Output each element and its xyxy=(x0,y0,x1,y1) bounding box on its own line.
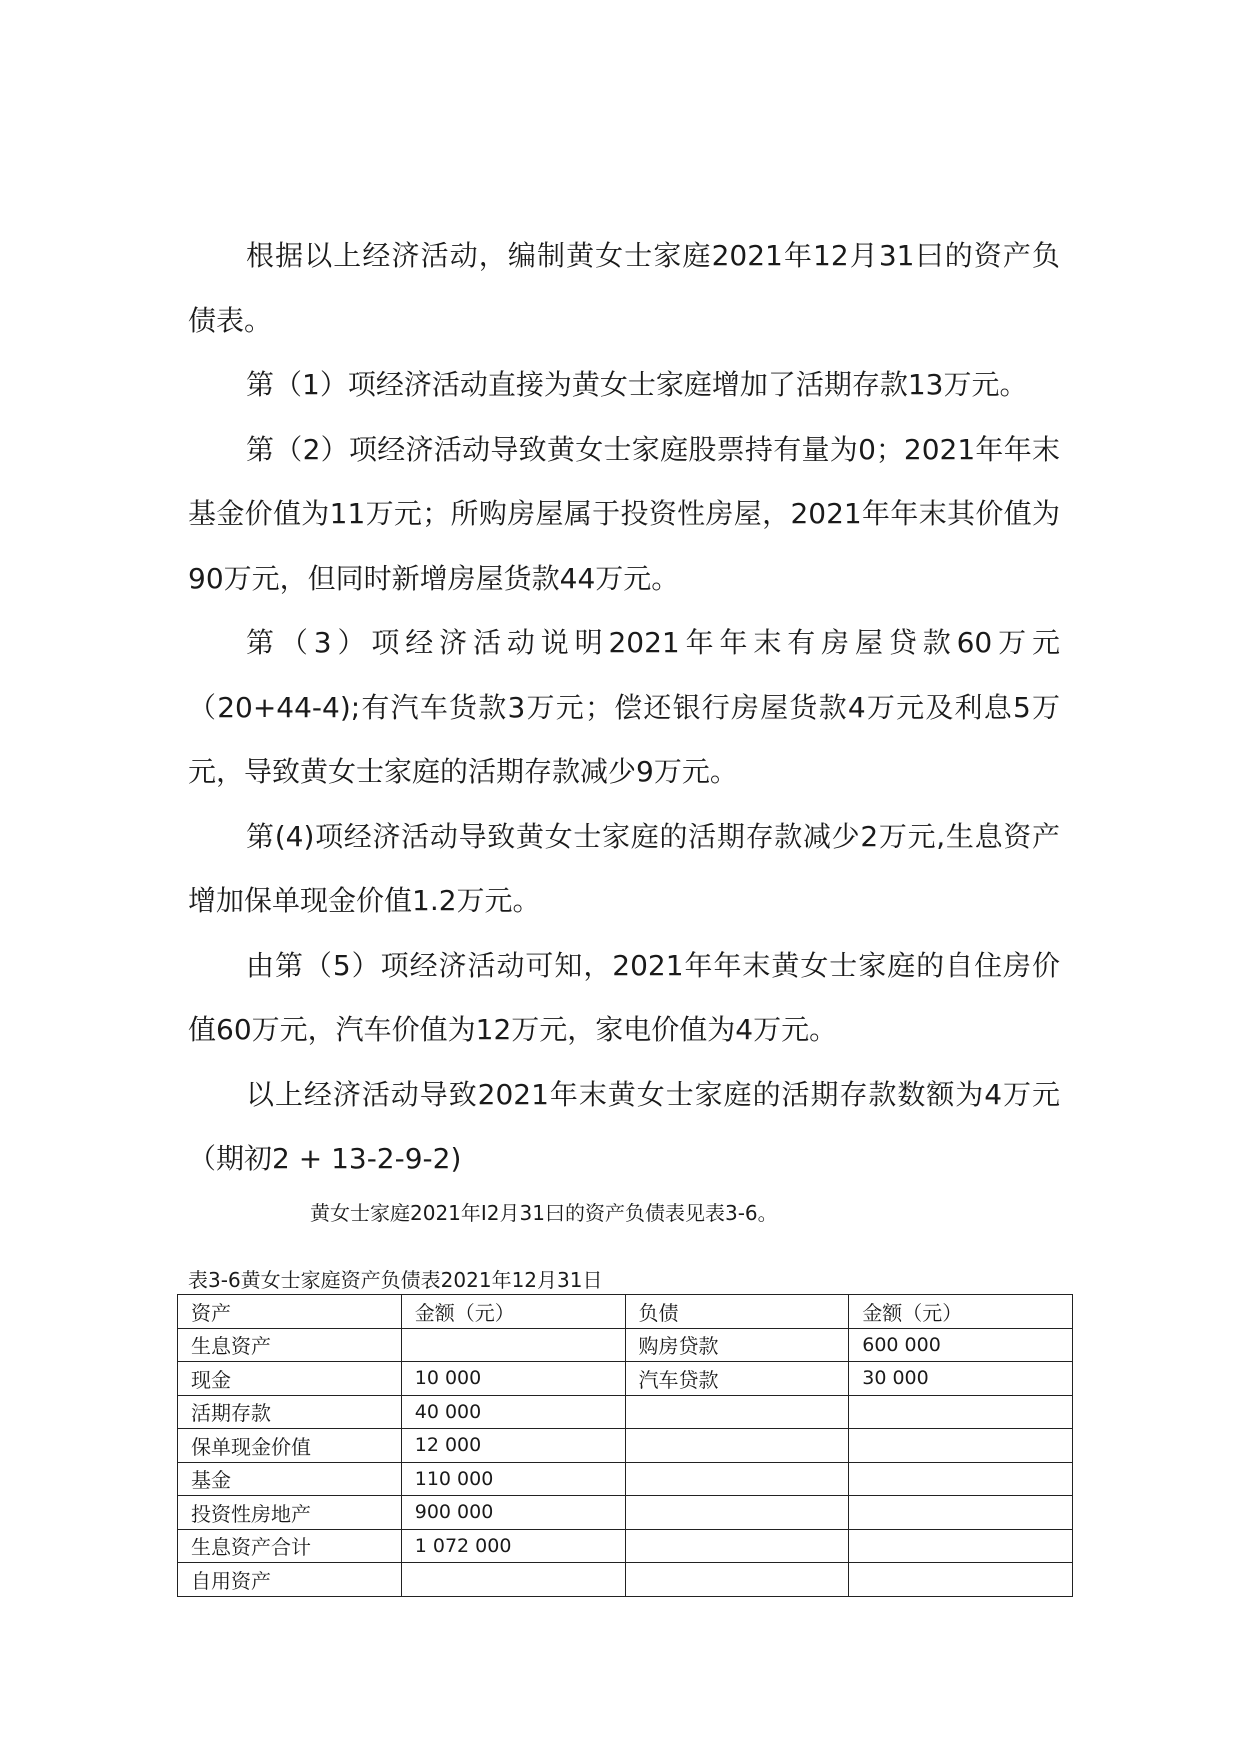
asset-amount-cell: 12 000 xyxy=(401,1429,625,1463)
asset-name-cell: 投资性房地产 xyxy=(178,1496,402,1530)
liability-name-cell xyxy=(625,1563,849,1597)
liability-name-cell xyxy=(625,1496,849,1530)
table-row xyxy=(178,1496,1073,1530)
paragraph-5: 第(4)项经济活动导致黄女士家庭的活期存款减少2万元,生息资产增加保单现金价值1.2万元。 xyxy=(188,819,1060,917)
header-cell: 资产 xyxy=(178,1295,402,1329)
table-header-row xyxy=(178,1295,1073,1329)
header-cell: 金额（元） xyxy=(401,1295,625,1329)
table-row xyxy=(178,1362,1073,1396)
header-cell: 负债 xyxy=(625,1295,849,1329)
asset-name-cell: 基金 xyxy=(178,1462,402,1496)
liability-amount-cell: 600 000 xyxy=(849,1328,1073,1362)
asset-name-cell: 保单现金价值 xyxy=(178,1429,402,1463)
paragraph-2: 第（1）项经济活动直接为黄女士家庭增加了活期存款13万元。 xyxy=(246,368,1028,401)
liability-amount-cell xyxy=(849,1563,1073,1597)
liability-amount-cell xyxy=(849,1462,1073,1496)
table-row xyxy=(178,1395,1073,1429)
liability-amount-cell xyxy=(849,1429,1073,1463)
paragraph-6: 由第（5）项经济活动可知，2021年年末黄女士家庭的自住房价值60万元，汽车价值为12万元，家电价值为4万元。 xyxy=(188,948,1060,1046)
asset-name-cell: 自用资产 xyxy=(178,1563,402,1597)
liability-name-cell xyxy=(625,1529,849,1563)
asset-amount-cell: 900 000 xyxy=(401,1496,625,1530)
asset-name-cell: 生息资产 xyxy=(178,1328,402,1362)
liability-name-cell: 汽车贷款 xyxy=(625,1362,849,1396)
asset-amount-cell: 1 072 000 xyxy=(401,1529,625,1563)
asset-amount-cell: 110 000 xyxy=(401,1462,625,1496)
balance-sheet-table xyxy=(177,1294,1073,1597)
header-cell: 金额（元） xyxy=(849,1295,1073,1329)
liability-amount-cell xyxy=(849,1529,1073,1563)
paragraph-7: 以上经济活动导致2021年末黄女士家庭的活期存款数额为4万元（期初2 + 13-2-9-2) xyxy=(188,1077,1060,1175)
liability-name-cell xyxy=(625,1462,849,1496)
asset-amount-cell xyxy=(401,1328,625,1362)
asset-name-cell: 生息资产合计 xyxy=(178,1529,402,1563)
table-row xyxy=(178,1563,1073,1597)
table-row xyxy=(178,1529,1073,1563)
paragraph-3: 第（2）项经济活动导致黄女士家庭股票持有量为0；2021年年末基金价值为11万元；所购房屋属于投资性房屋，2021年年末其价值为90万元，但同时新增房屋货款44万元。 xyxy=(188,432,1060,595)
liability-amount-cell: 30 000 xyxy=(849,1362,1073,1396)
paragraph-4: 第（3）项经济活动说明2021年年末有房屋贷款60万元（20+44-4);有汽车货款3万元；偿还银行房屋货款4万元及利息5万元，导致黄女士家庭的活期存款减少9万元。 xyxy=(188,626,1060,788)
asset-name-cell: 活期存款 xyxy=(178,1395,402,1429)
asset-name-cell: 现金 xyxy=(178,1362,402,1396)
paragraph-1: 根据以上经济活动，编制黄女士家庭2021年12月31曰的资产负债表。 xyxy=(188,239,1060,337)
liability-amount-cell xyxy=(849,1395,1073,1429)
table-title: 表3-6黄女士家庭资产负债表2021年12月31日 xyxy=(188,1268,603,1292)
table-row xyxy=(178,1328,1073,1362)
liability-name-cell: 购房贷款 xyxy=(625,1328,849,1362)
asset-amount-cell xyxy=(401,1563,625,1597)
table-caption: 黄女士家庭2021年I2月31曰的资产负债表见表3-6。 xyxy=(310,1201,778,1225)
body-text xyxy=(188,224,1060,1192)
table-row xyxy=(178,1429,1073,1463)
asset-amount-cell: 40 000 xyxy=(401,1395,625,1429)
liability-amount-cell xyxy=(849,1496,1073,1530)
liability-name-cell xyxy=(625,1395,849,1429)
asset-amount-cell: 10 000 xyxy=(401,1362,625,1396)
liability-name-cell xyxy=(625,1429,849,1463)
table-row xyxy=(178,1462,1073,1496)
